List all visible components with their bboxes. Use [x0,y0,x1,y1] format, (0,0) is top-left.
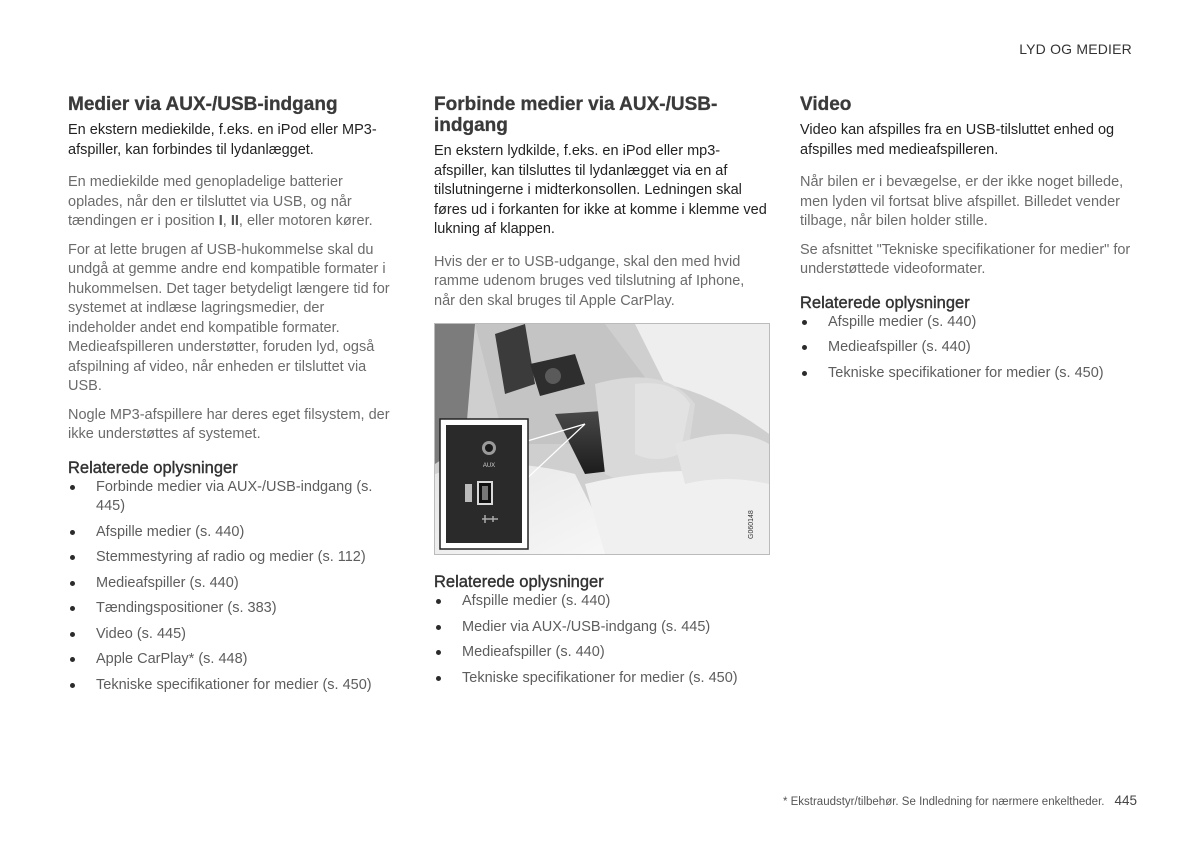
section-header: LYD OG MEDIER [1019,41,1132,57]
usb-memory-paragraph: For at lette brugen af USB-hukommelse skal du undgå at gemme andre end kompatible formater i hukommelsen. Det tager betydeligt længere tid for systemet at indlæse lagringsmedier, der indeholder andet end kompatible formater. Medieafspilleren understøtter, foruden lyd, også afspilning af video, når enheden er tilsluttet via USB. [68,241,390,394]
driving-paragraph: Når bilen er i bevægelse, er der ikke noget billede, men lyden vil fortsat blive afspillet. Billedet vender tilbage, når bilen holder stille. [800,174,1124,229]
related-link[interactable]: Stemmestyring af radio og medier (s. 112) [68,548,396,568]
battery-text-b: , eller motoren kører. [238,213,373,229]
heading-aux-usb-media: Medier via AUX-/USB-indgang [68,94,338,115]
related-link[interactable]: Apple CarPlay* (s. 448) [68,650,396,670]
related-link[interactable]: Video (s. 445) [68,625,396,645]
heading-video: Video [800,94,852,115]
image-code: G060148 [748,510,755,539]
related-link[interactable]: Tekniske specifikationer for medier (s. 450) [68,676,396,696]
footnote-text: * Ekstraudstyr/tilbehør. Se Indledning for nærmere enkeltheder. [782,796,1105,808]
related-link[interactable]: Afspille medier (s. 440) [434,592,769,612]
related-link[interactable]: Medieafspiller (s. 440) [434,643,769,663]
related-link[interactable]: Medier via AUX-/USB-indgang (s. 445) [434,618,769,638]
related-link[interactable]: Medieafspiller (s. 440) [800,338,1135,358]
column-video [800,94,1135,389]
related-info-list [800,313,1135,384]
center-console-photo [434,323,770,555]
related-info-heading: Relaterede oplysninger [800,293,970,312]
related-info-list [434,592,769,688]
footer [783,793,1137,808]
column-aux-usb-media [68,94,396,701]
intro-paragraph: Video kan afspilles fra en USB-tilsluttet enhed og afspilles med medieafspilleren. [800,122,1115,158]
related-info-heading: Relaterede oplysninger [68,458,238,477]
mp3-filesystem-paragraph: Nogle MP3-afspillere har deres eget filsystem, der ikke understøttes af systemet. [68,406,390,442]
usb-outputs-paragraph: Hvis der er to USB-udgange, skal den med hvid ramme udenom bruges ved tilslutning af Iphone, når den skal bruges til Apple CarPlay. [434,253,745,309]
column-connect-media [434,94,769,694]
heading-connect-media: Forbinde medier via AUX-/USB-indgang [434,94,718,136]
related-link[interactable]: Forbinde medier via AUX-/USB-indgang (s. 445) [68,478,396,517]
ignition-position-i: I [218,213,223,229]
related-link[interactable]: Tekniske specifikationer for medier (s. 450) [434,669,769,689]
intro-paragraph: En ekstern lydkilde, f.eks. en iPod eller mp3-afspiller, kan tilsluttes til lydanlægget via en af tilslutningerne i midterkonsollen. Ledningen skal føres ud i forkanten for ikke at komme i klemme ved lukning af klappen. [434,143,767,237]
related-link[interactable]: Medieafspiller (s. 440) [68,574,396,594]
related-link[interactable]: Afspille medier (s. 440) [68,523,396,543]
related-info-list [68,478,396,696]
intro-paragraph: En ekstern mediekilde, f.eks. en iPod eller MP3-afspiller, kan forbindes til lydanlægget. [68,122,377,158]
ignition-position-ii: II [230,213,239,229]
center-console-illustration [435,324,769,554]
battery-text-a: En mediekilde med genopladelige batterier oplades, når den er tilsluttet via USB, og når tændingen er i position [68,174,352,229]
related-link[interactable]: Tændingspositioner (s. 383) [68,599,396,619]
page-number: 445 [1114,793,1137,808]
related-link[interactable]: Tekniske specifikationer for medier (s. 450) [800,364,1135,384]
battery-text-sep: , [222,213,231,229]
battery-paragraph [68,173,396,232]
aux-port-label: AUX [482,463,496,469]
specs-reference-paragraph: Se afsnittet "Tekniske specifikationer for medier" for understøttede videoformater. [800,241,1131,277]
related-link[interactable]: Afspille medier (s. 440) [800,313,1135,333]
related-info-heading: Relaterede oplysninger [434,573,604,591]
